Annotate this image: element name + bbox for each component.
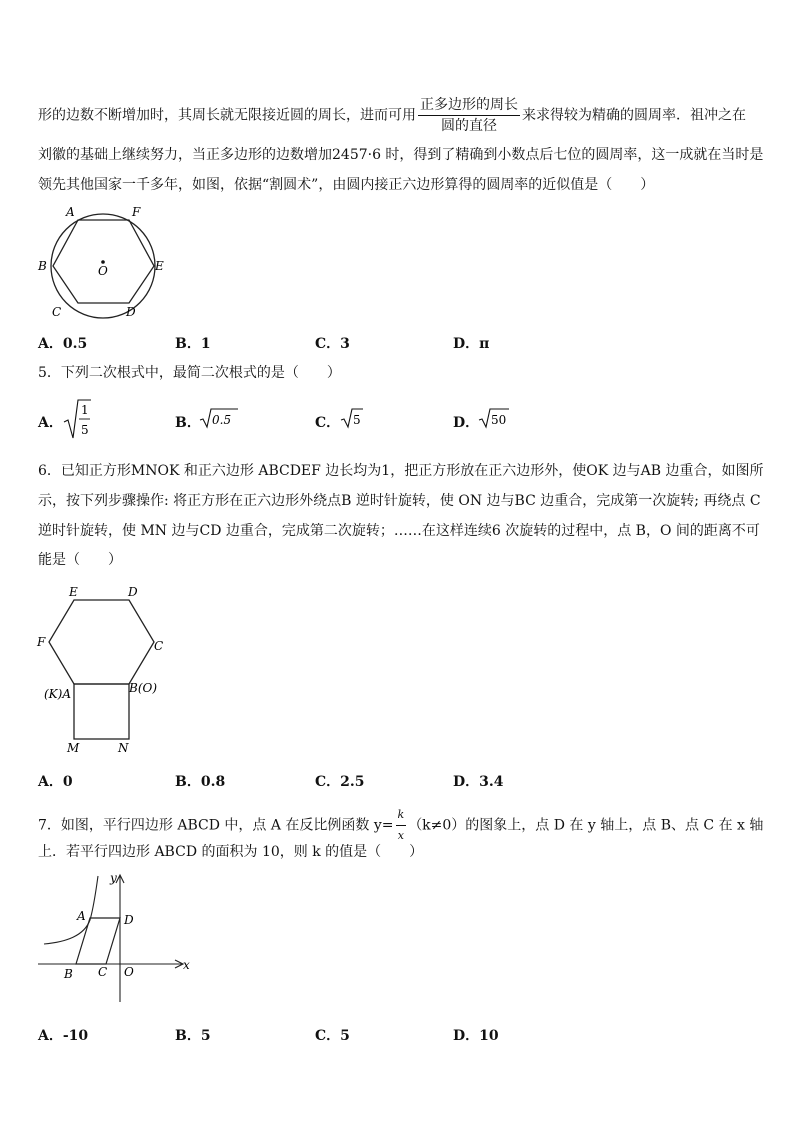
hexagon-abcdef — [49, 600, 154, 684]
q7-line-1-pre: 7．如图，平行四边形 ABCD 中，点 A 在反比例函数 y= — [38, 817, 394, 834]
fig7-label-O: O — [124, 965, 134, 979]
q6-line-1: 6．已知正方形MNOK 和正六边形 ABCDEF 边长均为1，把正方形放在正六边形外，使OK 边与AB 边重合，如图所 — [38, 463, 764, 479]
q6-line-4: 能是（ ） — [38, 552, 122, 568]
fig4-label-F: F — [132, 205, 141, 219]
fig4-label-D: D — [126, 305, 136, 319]
k-over-x-numerator: k — [396, 806, 407, 826]
fig7-label-y: y — [110, 871, 117, 885]
intro-line-1 — [38, 96, 746, 135]
fig6-label-KA: (K)A — [44, 687, 71, 701]
q5-option-b[interactable] — [175, 412, 201, 432]
perimeter-fraction-numerator: 正多边形的周长 — [418, 96, 520, 116]
q5-a-numerator: 1 — [81, 403, 89, 417]
q7-line-1-post: （k≠0）的图象上，点 D 在 y 轴上，点 B、点 C 在 x 轴 — [408, 817, 764, 834]
q5-option-d-letter: D． — [453, 415, 480, 431]
fig7-label-A: A — [77, 909, 86, 923]
fig7-label-B: B — [64, 967, 73, 981]
square-mnok — [74, 684, 129, 739]
q4-hexagon-circle-figure — [32, 200, 172, 320]
q5-option-d-radical — [478, 406, 510, 430]
q5-c-radicand: 5 — [353, 413, 361, 427]
fig7-label-C: C — [98, 965, 108, 979]
q5-option-d[interactable] — [453, 412, 479, 432]
q5-a-denominator: 5 — [81, 423, 89, 437]
fig6-label-F: F — [37, 635, 46, 649]
q5-b-radicand: 0.5 — [212, 413, 232, 427]
q7-line-2: 上．若平行四边形 ABCD 的面积为 10，则 k 的值是（ ） — [38, 844, 424, 860]
fig6-label-M: M — [67, 741, 80, 755]
fig4-label-B: B — [38, 259, 47, 273]
intro-line-1-post: 来求得较为精确的圆周率．祖冲之在 — [522, 107, 746, 124]
q7-line-1 — [38, 806, 763, 845]
q6-option-c[interactable]: C．2.5 — [315, 774, 365, 790]
fig4-label-O: O — [98, 264, 108, 278]
k-over-x-fraction — [396, 806, 407, 845]
q5-option-a-letter: A． — [38, 415, 63, 431]
fig4-label-E: E — [155, 259, 164, 273]
q6-option-b[interactable]: B．0.8 — [175, 774, 226, 790]
intro-line-1-pre: 形的边数不断增加时，其周长就无限接近圆的周长，进而可用 — [38, 107, 416, 124]
q4-option-a[interactable]: A．0.5 — [38, 336, 88, 352]
perimeter-fraction — [418, 96, 520, 135]
q5-option-c-radical — [340, 406, 364, 430]
q6-hexagon-square-figure — [32, 580, 182, 760]
q5-option-b-letter: B． — [175, 415, 201, 431]
q5-option-a-radical — [62, 396, 92, 442]
fig7-label-x: x — [183, 958, 190, 972]
hyperbola-curve — [44, 876, 98, 944]
fig6-label-D: D — [128, 585, 138, 599]
q5-d-radicand: 50 — [491, 413, 507, 427]
fig6-label-BO: B(O) — [129, 681, 158, 695]
fig6-label-N: N — [118, 741, 129, 755]
q4-option-b[interactable]: B．1 — [175, 336, 211, 352]
q6-line-2: 示，按下列步骤操作: 将正方形在正六边形外绕点B 逆时针旋转，使 ON 边与BC 边重合，完成第一次旋转; 再绕点 C — [38, 493, 761, 509]
q7-option-d[interactable]: D．10 — [453, 1028, 499, 1044]
q7-parallelogram-figure — [32, 868, 202, 1008]
q7-option-b[interactable]: B．5 — [175, 1028, 211, 1044]
fig6-label-E: E — [69, 585, 78, 599]
q6-line-3: 逆时针旋转，使 MN 边与CD 边重合，完成第二次旋转；……在这样连续6 次旋转的过程中，点 B，O 间的距离不可 — [38, 523, 760, 539]
fig4-label-C: C — [52, 305, 62, 319]
q7-option-a[interactable]: A．-10 — [38, 1028, 89, 1044]
fig4-label-A: A — [66, 205, 75, 219]
q5-stem: 5．下列二次根式中，最简二次根式的是（ ） — [38, 365, 341, 381]
fig6-label-C: C — [154, 639, 164, 653]
intro-line-2: 刘徽的基础上继续努力，当正多边形的边数增加2457·6 时，得到了精确到小数点后七位的圆周率，这一成就在当时是 — [38, 147, 764, 163]
intro-line-3: 领先其他国家一千多年，如图，依据“割圆术”，由圆内接正六边形算得的圆周率的近似值是（ ） — [38, 177, 655, 193]
parallelogram-abcd — [76, 918, 120, 964]
q4-option-c[interactable]: C．3 — [315, 336, 350, 352]
k-over-x-denominator: x — [397, 829, 404, 842]
fig7-label-D: D — [124, 913, 134, 927]
q6-option-a[interactable]: A．0 — [38, 774, 73, 790]
q5-option-c-letter: C． — [315, 415, 341, 431]
perimeter-fraction-denominator: 圆的直径 — [441, 118, 497, 134]
q5-option-c[interactable] — [315, 412, 340, 432]
q7-option-c[interactable]: C．5 — [315, 1028, 350, 1044]
q4-option-d[interactable]: D．π — [453, 336, 490, 352]
q5-option-b-radical — [199, 406, 239, 430]
q5-option-a[interactable] — [38, 412, 63, 432]
q6-option-d[interactable]: D．3.4 — [453, 774, 504, 790]
